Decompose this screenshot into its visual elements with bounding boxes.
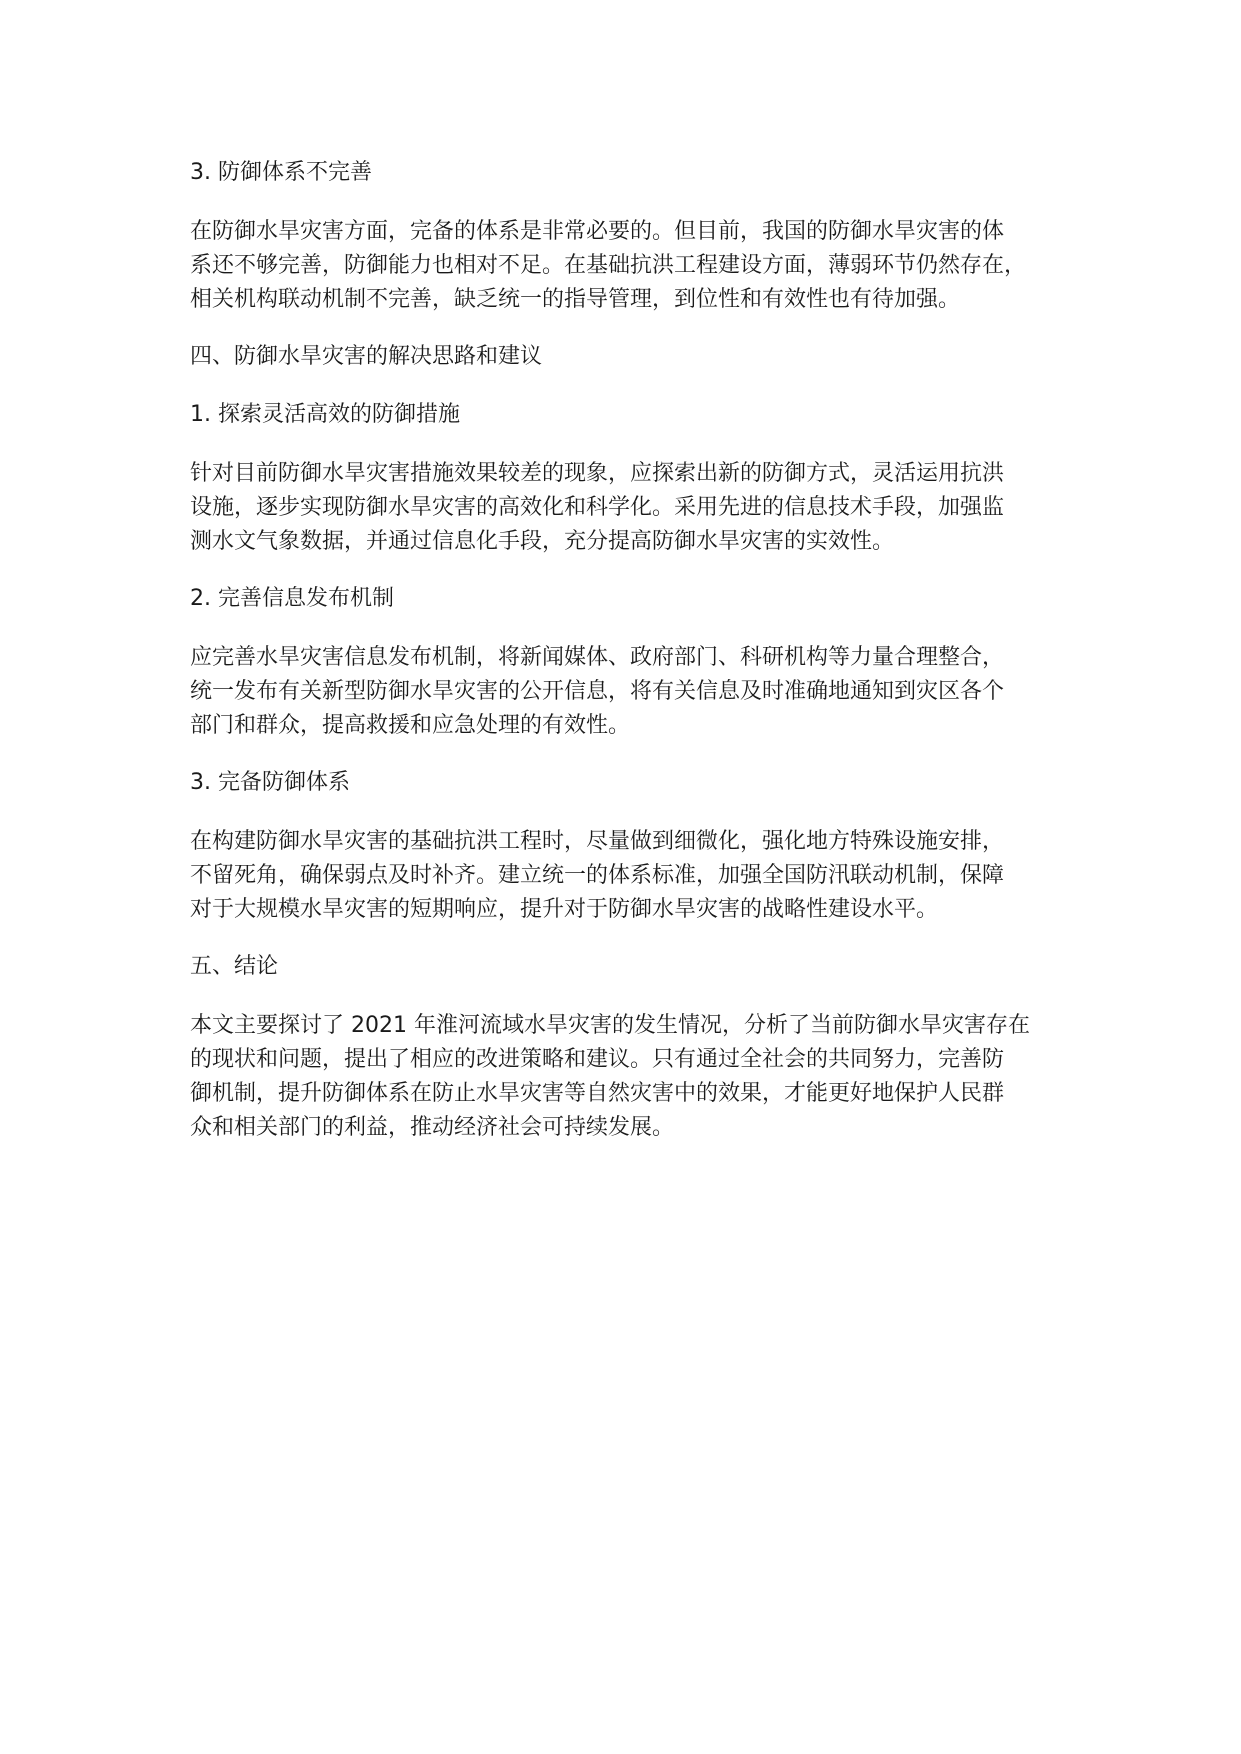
paragraph-line: 统一发布有关新型防御水旱灾害的公开信息，将有关信息及时准确地通知到灾区各个	[190, 679, 1005, 704]
section-heading: 2. 完善信息发布机制	[190, 586, 394, 611]
paragraph-line: 针对目前防御水旱灾害措施效果较差的现象，应探索出新的防御方式，灵活运用抗洪	[190, 461, 1005, 486]
paragraph-line: 不留死角，确保弱点及时补齐。建立统一的体系标准，加强全国防汛联动机制，保障	[190, 863, 1005, 888]
paragraph-line: 系还不够完善，防御能力也相对不足。在基础抗洪工程建设方面，薄弱环节仍然存在，	[190, 253, 1027, 278]
paragraph-line: 在防御水旱灾害方面，完备的体系是非常必要的。但目前，我国的防御水旱灾害的体	[190, 219, 1005, 244]
paragraph	[190, 215, 1070, 317]
paragraph-line: 测水文气象数据，并通过信息化手段，充分提高防御水旱灾害的实效性。	[190, 529, 895, 554]
paragraph-line: 众和相关部门的利益，推动经济社会可持续发展。	[190, 1115, 675, 1140]
paragraph-line: 的现状和问题，提出了相应的改进策略和建议。只有通过全社会的共同努力，完善防	[190, 1047, 1005, 1072]
paragraph-line: 御机制，提升防御体系在防止水旱灾害等自然灾害中的效果，才能更好地保护人民群	[190, 1081, 1005, 1106]
paragraph	[190, 641, 1070, 743]
section-heading: 四、防御水旱灾害的解决思路和建议	[190, 344, 543, 369]
paragraph	[190, 825, 1070, 927]
paragraph-line: 应完善水旱灾害信息发布机制，将新闻媒体、政府部门、科研机构等力量合理整合，	[190, 645, 1005, 670]
paragraph-line: 相关机构联动机制不完善，缺乏统一的指导管理，到位性和有效性也有待加强。	[190, 287, 961, 312]
section-heading: 五、结论	[190, 954, 279, 979]
paragraph-line: 本文主要探讨了 2021 年淮河流域水旱灾害的发生情况，分析了当前防御水旱灾害存在	[190, 1013, 1030, 1038]
section-heading: 3. 完备防御体系	[190, 770, 350, 795]
section-heading: 3. 防御体系不完善	[190, 160, 372, 185]
paragraph-line: 对于大规模水旱灾害的短期响应，提升对于防御水旱灾害的战略性建设水平。	[190, 897, 939, 922]
paragraph-line: 设施，逐步实现防御水旱灾害的高效化和科学化。采用先进的信息技术手段，加强监	[190, 495, 1005, 520]
section-heading: 1. 探索灵活高效的防御措施	[190, 402, 460, 427]
document-body	[190, 157, 1070, 1169]
paragraph-line: 在构建防御水旱灾害的基础抗洪工程时，尽量做到细微化，强化地方特殊设施安排，	[190, 829, 1005, 854]
paragraph-line: 部门和群众，提高救援和应急处理的有效性。	[190, 713, 631, 738]
paragraph	[190, 1009, 1070, 1145]
paragraph	[190, 457, 1070, 559]
